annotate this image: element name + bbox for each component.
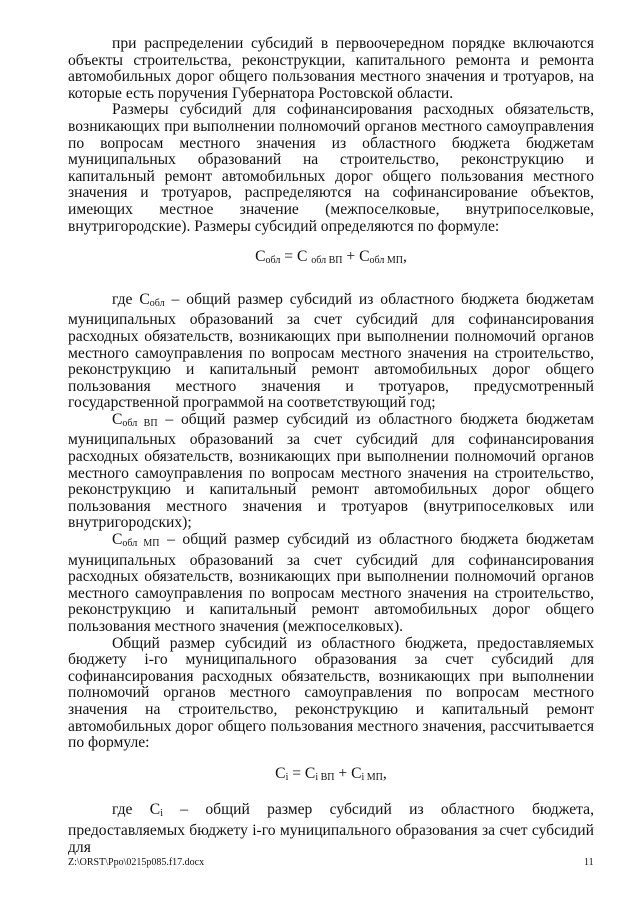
definition-text: – общий размер субсидий из областного бюджета бюджетам муниципальных образований за счет субсидий для софинансирования расходных обязательств, возникающих при выполнении полномочий органов местного самоуправления по вопросам местного значения на строительство, реконструкцию и капитальный ремонт автомобильных дорог общего пользования местного значения и тротуаров, предусмотренный государственной программой на соответствующий год; <box>68 290 594 412</box>
definition-text: – общий размер субсидий из областного бюджета бюджетам муниципальных образований за счет субсидий для софинансирования расходных обязательств, возникающих при выполнении полномочий органов местного самоуправления по вопросам местного значения на строительство, реконструкцию и капитальный ремонт автомобильных дорог общего пользования местного значения и тротуаров (внутрипоселковых или внутригородских); <box>68 410 594 532</box>
footer-page-number: 11 <box>584 857 594 868</box>
definition-sobl <box>68 292 594 412</box>
formula-term1-sub: обл ВП <box>311 255 343 267</box>
definition-text: – общий размер субсидий из областного бюджета бюджетам муниципальных образований за счет субсидий для софинансирования расходных обязательств, возникающих при выполнении полномочий органов местного самоуправления по вопросам местного значения на строительство, реконструкцию и капитальный ремонт автомобильных дорог общего пользования местного значения (межпоселковых). <box>68 531 594 635</box>
formula-eq: = С <box>280 248 312 266</box>
formula-lhs: С <box>275 764 286 782</box>
definition-sub: обл <box>149 297 165 309</box>
definition-sobl-mp <box>68 532 594 636</box>
document-body <box>68 36 594 856</box>
formula-total <box>68 235 594 292</box>
paragraph-total-size: Общий размер субсидий из областного бюджета, предоставляемых бюджету i-го муниципального образования за счет субсидий для софинансирования расходных обязательств, возникающих при выполнении полномочий органов местного самоуправления по вопросам местного значения на строительство, реконструкцию и капитальный ремонт автомобильных дорог общего пользования местного значения, рассчитывается по формуле: <box>68 634 594 752</box>
formula-end: , <box>402 248 407 266</box>
definition-lead: С <box>112 410 123 428</box>
definition-lead: С <box>112 531 123 549</box>
definition-ci <box>68 802 594 856</box>
definition-sub: обл МП <box>122 538 160 550</box>
formula-municipal <box>68 752 594 803</box>
formula-lhs-sub: обл <box>265 255 281 267</box>
definition-lead: где С <box>112 290 150 308</box>
formula-eq: = С <box>288 764 316 782</box>
definition-sub: обл ВП <box>122 417 158 429</box>
definition-sub: i <box>160 808 163 820</box>
paragraph-sizes: Размеры субсидий для софинансирования расходных обязательств, возникающих при выполнении полномочий органов местного самоуправления по вопросам местного значения из областного бюджета бюджетам муниципальных образований на строительство, реконструкцию и капитальный ремонт автомобильных дорог общего пользования местного значения и тротуаров, распределяются на софинансирование объектов, имеющих местное значение (межпоселковые, внутрипоселковые, внутригородские). Размеры субсидий определяются по формуле: <box>68 101 594 235</box>
definition-sobl-vp <box>68 412 594 532</box>
formula-plus: + С <box>334 764 362 782</box>
formula-term1-sub: i ВП <box>315 771 335 783</box>
definition-lead: где С <box>112 801 161 819</box>
footer-file-path: Z:\ORST\Ppo\0215p085.f17.docx <box>68 857 205 868</box>
formula-lhs: С <box>255 248 266 266</box>
paragraph-intro: при распределении субсидий в первоочередном порядке включаются объекты строительства, реконструкции, капитального ремонта и ремонта автомобильных дорог общего пользования местного значения и тротуаров, на которые есть поручения Губернатора Ростовской области. <box>68 35 594 102</box>
formula-term2-sub: i МП <box>361 771 383 783</box>
formula-end: , <box>382 764 387 782</box>
formula-plus: + С <box>342 248 370 266</box>
definition-text: – общий размер субсидий из областного бюджета, предоставляемых бюджету i-го муниципального образования за счет субсидий для <box>68 801 594 856</box>
formula-term2-sub: обл МП <box>369 255 403 267</box>
formula-lhs-sub: i <box>285 771 289 783</box>
